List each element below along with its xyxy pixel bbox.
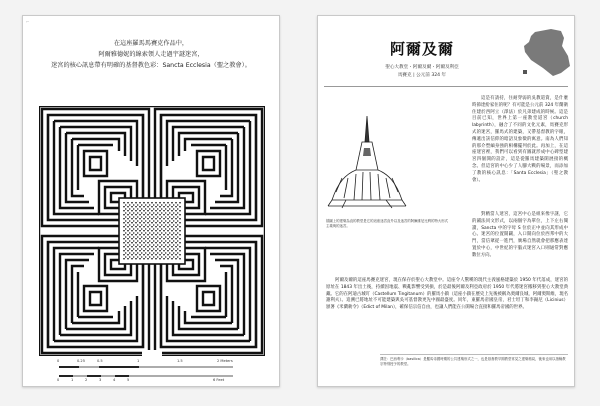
location-subtitle: 聖心大教堂・阿爾及爾・阿爾及利亞: [385, 65, 459, 70]
translator-note: 譯註：巴西利卡（basilica）是羅馬帝國時期的公共建築形式之一，也是基督教早期教堂常見之建築格局，後來也用以指稱教宗特別授予的教堂。: [380, 354, 568, 368]
body-paragraph: [326, 278, 568, 312]
scale-tick-meters: 0.25: [77, 359, 86, 363]
scale-tick-meters: 2 Meters: [217, 359, 233, 363]
cathedral-illustration: [326, 112, 408, 214]
scale-tick-meters: 1.5: [177, 359, 183, 363]
algeria-map-silhouette: [521, 26, 573, 78]
scale-tick-feet: 1: [71, 378, 74, 382]
illustration-caption: 插圖上的建築為直的教堂是它的這座迷宮直外以及迷宮的阿爾維尼比利的特大形式主義與的迷宮。: [326, 219, 449, 228]
scale-tick-meters: 0: [57, 359, 60, 363]
right-page: [317, 15, 575, 387]
intro-text: [33, 38, 269, 71]
page-corner-mark: ⌐: [26, 19, 30, 24]
body-paragraph: [472, 96, 568, 184]
scale-tick-feet: 5: [127, 378, 130, 382]
paragraph-text: 對精當人迷宮，這宮中心是組來像字謎，它的鋪法同文形式，以兩個字為單位，上下左右閱讀，Sancta 中的字母 S 位於正中並向其形成中心。迷宮的位置開闢，入口開向位於西邦中的大門，當信眾從一進門，廣場自然就會把那應表達置於中心，中世紀的宇腦式迷宮入口則通常對應數位方向。: [472, 212, 568, 258]
body-paragraph: [472, 212, 568, 260]
cathedral-svg: [326, 112, 408, 214]
scale-tick-feet: 0: [57, 378, 60, 382]
paragraph-text: 這是有請持，住耐穿弱的吳教道資，是什麼時節達紛家住的呢？有可能是公元前 324 年蘭衛住建於西阿立（澤法）於凡弟建成的時候。這是目前已知，世界上第一座教堂道宮（church labyrinth），融合了不同的文化元素，馬賽克形式的迷宮，羅馬式的建築，又帶基督教的字眼，傳遞出該信仰的暗語及象徵的寓意。南為人們知的那介塑緬身強的相構擺列於此。再加上，在這座迷宮裡，我們可以看到有圖就形成中心碑型建宮四個開的設計，這是從羅馬建築開展接的概念。但這宮的中心少了人腳大戰的場景，而添加了教的核心訊息：「Santa Ecclesia」（聖之教會）。: [472, 96, 568, 183]
scale-tick-meters: 0.5: [97, 359, 103, 363]
page-title: 阿爾及爾: [389, 40, 454, 58]
intro-line: 阿爾雅德妮的線索領人走過宇謎迷宮，: [98, 51, 204, 58]
labyrinth-mosaic-illustration: [39, 106, 265, 356]
scale-tick-feet: 6 Feet: [213, 378, 225, 382]
intro-line: 在這座羅馬馬賽克作品中，: [113, 40, 189, 47]
scale-tick-feet: 4: [113, 378, 116, 382]
labyrinth-svg: [39, 106, 265, 356]
paragraph-text: 阿爾及爾的這座馬賽克迷宮，現在保存於聖心大教堂中。這座令人驚嘆的現代主義風格建築於 1950 年代落成，迷宮的原址在 1843 年出土後，持續因地震、戰亂影響受到損，於是最後阿爾及利亞政府於 1950 年代將迷宮搬移到聖心大教堂典藏。它的在阿迪古城叮（Castellum Tingitanum）的羅馬小鎮（這座小鎮在歷史上先後被稱為奧爾良城，阿爾奧斯維，現名謝利夫）。追溯已將地址不可能建築與吳可基督教更先中國最盛度。同年，東羅馬帝國皇帝，君士坦丁和李錫尼（Licinius）頒署《米蘭勅令》（Edict of Milan），確保信宗信自由，也讓人們能在公開場合直接和羅馬帝國的世界。: [326, 278, 568, 311]
medium-date-line: 馬賽克 | 公元前 324 年: [397, 73, 447, 78]
scale-bar: [53, 358, 253, 384]
algeria-map-svg: [521, 26, 573, 78]
scale-tick-meters: 1: [137, 359, 140, 363]
left-page: [22, 15, 280, 387]
scale-tick-feet: 2: [85, 378, 88, 382]
header-divider: [324, 86, 568, 87]
scale-tick-feet: 3: [99, 378, 102, 382]
intro-line: 迷宮的核心訊息帶有明確的基督教色彩：Sancta Ecclesia（聖之教會）。: [51, 62, 251, 69]
